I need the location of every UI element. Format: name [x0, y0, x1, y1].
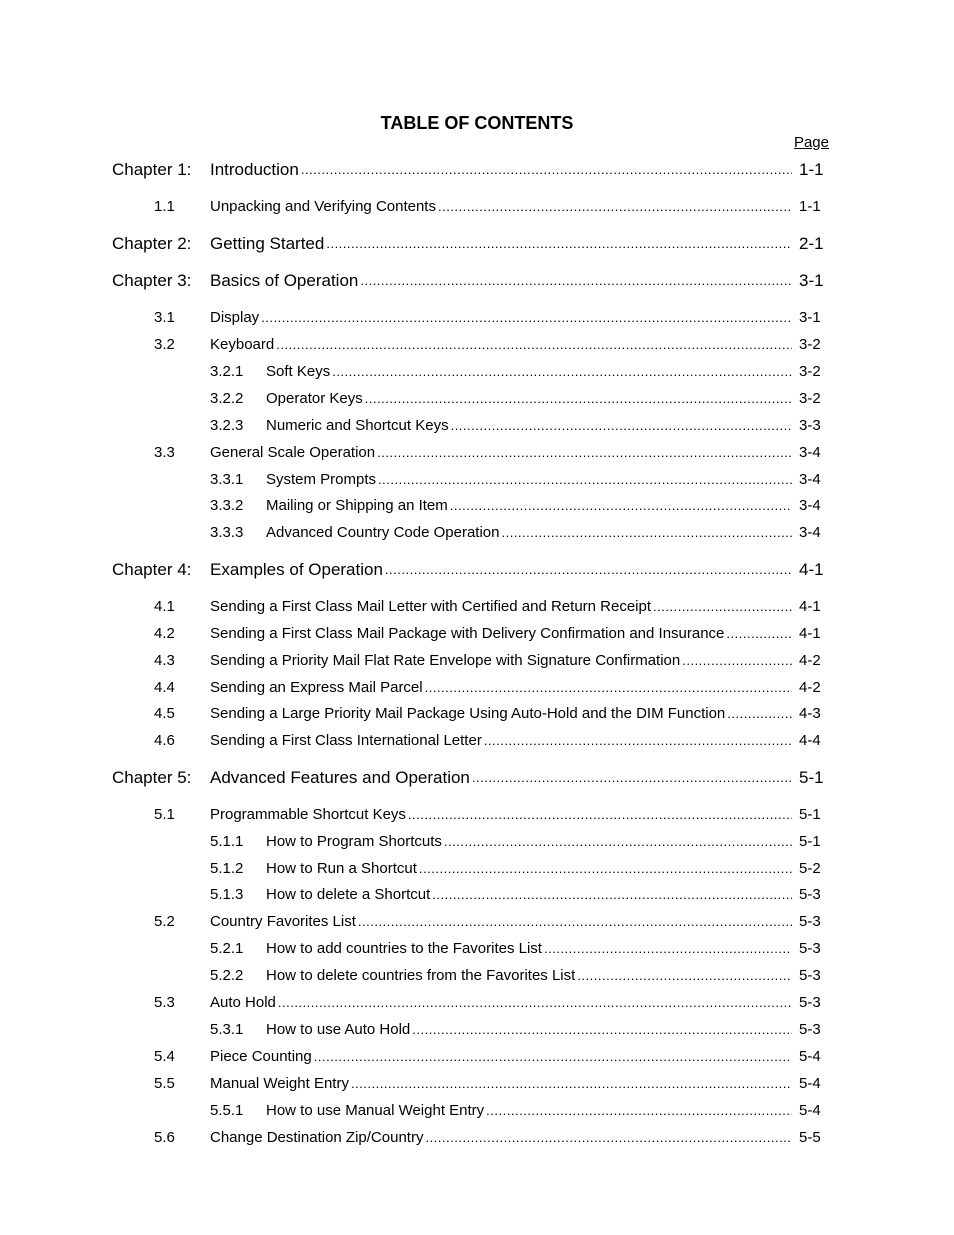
- dot-leader: [442, 831, 792, 853]
- toc-entry-number: 5.2.2: [210, 967, 244, 984]
- toc-entry-number: 3.2.2: [210, 390, 244, 407]
- toc-entry-line: [266, 361, 792, 383]
- toc-entry-line: [210, 650, 792, 672]
- toc-entry-page: 5-3: [799, 994, 821, 1011]
- toc-entry-line: [266, 1100, 792, 1122]
- toc-entry-line: [210, 730, 792, 752]
- toc-entry-page: 4-2: [799, 652, 821, 669]
- toc-entry-title: Keyboard: [210, 336, 275, 353]
- toc-entry-page: 4-1: [799, 625, 821, 642]
- toc-entry-number: Chapter 2:: [112, 234, 192, 253]
- toc-entry-title: Sending a First Class Mail Package with Delivery Confirmation and Insurance: [210, 625, 725, 642]
- toc-entry[interactable]: [0, 196, 954, 218]
- toc-entry-line: [266, 965, 792, 987]
- toc-entry[interactable]: [0, 650, 954, 672]
- toc-entry-line: [210, 911, 792, 933]
- toc-entry-title: Examples of Operation: [210, 560, 383, 579]
- dot-leader: [436, 196, 792, 218]
- toc-entry[interactable]: [0, 522, 954, 544]
- toc-entry[interactable]: [0, 730, 954, 752]
- toc-entry[interactable]: [0, 1100, 954, 1122]
- toc-entry-line: [266, 1019, 792, 1041]
- toc-entry-title: How to use Manual Weight Entry: [266, 1102, 485, 1119]
- toc-entry[interactable]: [0, 307, 954, 329]
- toc-entry-line: [266, 469, 792, 491]
- toc-entry[interactable]: [0, 1019, 954, 1041]
- toc-entry[interactable]: [0, 442, 954, 464]
- toc-entry-line: [210, 992, 792, 1014]
- toc-entry[interactable]: [0, 703, 954, 725]
- toc-entry-page: 3-1: [799, 271, 824, 290]
- toc-entry-title: System Prompts: [266, 471, 377, 488]
- toc-entry-number: 3.2.3: [210, 417, 244, 434]
- toc-entry-page: 3-4: [799, 524, 821, 541]
- toc-entry-line: [210, 196, 792, 218]
- toc-entry[interactable]: [0, 469, 954, 491]
- toc-entry-number: 4.5: [154, 705, 175, 722]
- dot-leader: [423, 1127, 792, 1149]
- toc-entry-line: [266, 858, 792, 880]
- toc-entry[interactable]: [0, 334, 954, 356]
- toc-entry-line: [210, 1046, 792, 1068]
- toc-entry-number: 4.4: [154, 679, 175, 696]
- toc-entry[interactable]: [0, 965, 954, 987]
- toc-entry-title: Soft Keys: [266, 363, 331, 380]
- toc-entry-number: 5.5.1: [210, 1102, 244, 1119]
- toc-entry-number: 5.5: [154, 1075, 175, 1092]
- toc-entry-title: Unpacking and Verifying Contents: [210, 198, 436, 215]
- dot-leader: [725, 703, 792, 725]
- page-title: TABLE OF CONTENTS: [380, 113, 574, 133]
- toc-entry-page: 5-1: [799, 806, 821, 823]
- toc-entry-title: General Scale Operation: [210, 444, 376, 461]
- toc-entry-number: 5.2.1: [210, 940, 244, 957]
- toc-entry-page: 5-3: [799, 886, 821, 903]
- toc-entry-number: 3.2: [154, 336, 175, 353]
- toc-entry[interactable]: [0, 858, 954, 880]
- toc-entry-line: [266, 522, 792, 544]
- toc-entry-line: [210, 804, 792, 826]
- dot-leader: [470, 767, 792, 789]
- toc-entry-page: 3-2: [799, 363, 821, 380]
- toc-entry-title: Country Favorites List: [210, 913, 356, 930]
- toc-entry-title: Introduction: [210, 160, 299, 179]
- toc-entry-page: 5-4: [799, 1102, 821, 1119]
- toc-entry-line: [266, 831, 792, 853]
- toc-entry-page: 4-4: [799, 732, 821, 749]
- dot-leader: [448, 495, 792, 517]
- toc-entry-title: How to delete a Shortcut: [266, 886, 431, 903]
- toc-entry-number: 5.2: [154, 913, 175, 930]
- dot-leader: [259, 307, 792, 329]
- dot-leader: [423, 677, 792, 699]
- toc-entry-title: Sending a Priority Mail Flat Rate Envelope with Signature Confirmation: [210, 652, 681, 669]
- toc-entry[interactable]: [0, 1046, 954, 1068]
- toc-entry[interactable]: [0, 938, 954, 960]
- toc-entry-title: Sending a First Class Mail Letter with Certified and Return Receipt: [210, 598, 652, 615]
- toc-entry-title: Sending a Large Priority Mail Package Using Auto-Hold and the DIM Function: [210, 705, 726, 722]
- toc-entry-line: [210, 703, 792, 725]
- toc-entry-number: 5.1.1: [210, 833, 244, 850]
- toc-entry-title: Numeric and Shortcut Keys: [266, 417, 449, 434]
- toc-entry-line: [210, 623, 792, 645]
- toc-entry-number: 3.3.1: [210, 471, 244, 488]
- toc-entry-number: Chapter 1:: [112, 160, 192, 179]
- toc-entry[interactable]: [0, 233, 954, 255]
- toc-entry-line: [266, 388, 792, 410]
- toc-entry-page: 3-2: [799, 336, 821, 353]
- toc-entry-title: Getting Started: [210, 234, 325, 253]
- toc-entry-page: 3-2: [799, 390, 821, 407]
- toc-entry-number: 5.3.1: [210, 1021, 244, 1038]
- dot-leader: [430, 884, 792, 906]
- toc-entry-title: Change Destination Zip/Country: [210, 1129, 424, 1146]
- dot-leader: [376, 469, 792, 491]
- toc-entry-number: 5.1.3: [210, 886, 244, 903]
- toc-entry-line: [210, 270, 792, 292]
- toc-entry-title: Basics of Operation: [210, 271, 359, 290]
- toc-entry[interactable]: [0, 388, 954, 410]
- toc-entry-line: [210, 559, 792, 581]
- toc-entry[interactable]: [0, 911, 954, 933]
- toc-entry-number: 3.3.2: [210, 497, 244, 514]
- toc-entry-title: Advanced Country Code Operation: [266, 524, 500, 541]
- toc-entry-number: 5.6: [154, 1129, 175, 1146]
- toc-entry-page: 3-4: [799, 497, 821, 514]
- dot-leader: [484, 1100, 792, 1122]
- toc-entry-page: 5-3: [799, 940, 821, 957]
- toc-entry-page: 5-1: [799, 833, 821, 850]
- dot-leader: [542, 938, 792, 960]
- dot-leader: [406, 804, 792, 826]
- toc-entry[interactable]: [0, 804, 954, 826]
- toc-entry-line: [210, 159, 792, 181]
- toc-entry-number: 3.1: [154, 309, 175, 326]
- toc-entry-title: Auto Hold: [210, 994, 276, 1011]
- toc-entry-number: 4.3: [154, 652, 175, 669]
- toc-entry-page: 5-3: [799, 913, 821, 930]
- toc-entry-line: [210, 307, 792, 329]
- toc-entry-line: [266, 884, 792, 906]
- dot-leader: [499, 522, 792, 544]
- toc-entry-page: 4-1: [799, 560, 824, 579]
- toc-entry[interactable]: [0, 884, 954, 906]
- toc-entry-page: 3-1: [799, 309, 821, 326]
- toc-entry-page: 3-3: [799, 417, 821, 434]
- dot-leader: [324, 233, 792, 255]
- toc-entry[interactable]: [0, 415, 954, 437]
- toc-entry-page: 4-2: [799, 679, 821, 696]
- toc-entry-title: How to Run a Shortcut: [266, 860, 417, 877]
- toc-entry[interactable]: [0, 831, 954, 853]
- toc-entry-title: How to use Auto Hold: [266, 1021, 411, 1038]
- toc-entry-title: Operator Keys: [266, 390, 363, 407]
- toc-entry-number: Chapter 5:: [112, 768, 192, 787]
- toc-entry-number: 5.1.2: [210, 860, 244, 877]
- toc-entry-number: 4.2: [154, 625, 175, 642]
- dot-leader: [482, 730, 792, 752]
- toc-entry-number: 5.3: [154, 994, 175, 1011]
- toc-entry-page: 3-4: [799, 444, 821, 461]
- toc-entry-number: 4.1: [154, 598, 175, 615]
- toc-entry-page: 1-1: [799, 160, 824, 179]
- toc-entry-number: 1.1: [154, 198, 175, 215]
- toc-entry-title: Sending an Express Mail Parcel: [210, 679, 423, 696]
- toc-entry-title: Mailing or Shipping an Item: [266, 497, 448, 514]
- dot-leader: [651, 596, 792, 618]
- dot-leader: [383, 559, 792, 581]
- page-column-header: Page: [793, 134, 829, 151]
- toc-entry-title: How to add countries to the Favorites List: [266, 940, 542, 957]
- toc-entry[interactable]: [0, 623, 954, 645]
- toc-entry[interactable]: [0, 1127, 954, 1149]
- toc-entry-page: 4-1: [799, 598, 821, 615]
- toc-entry-title: Advanced Features and Operation: [210, 768, 470, 787]
- dot-leader: [575, 965, 792, 987]
- dot-leader: [330, 361, 792, 383]
- toc-entry-title: Sending a First Class International Letter: [210, 732, 482, 749]
- toc-entry-line: [210, 1073, 792, 1095]
- toc-entry-title: Piece Counting: [210, 1048, 312, 1065]
- toc-entry-title: Programmable Shortcut Keys: [210, 806, 406, 823]
- toc-entry-title: Display: [210, 309, 260, 326]
- dot-leader: [356, 911, 792, 933]
- dot-leader: [449, 415, 792, 437]
- toc-entry-title: How to Program Shortcuts: [266, 833, 442, 850]
- toc-entry-number: 3.2.1: [210, 363, 244, 380]
- toc-entry[interactable]: [0, 159, 954, 181]
- toc-entry-line: [266, 495, 792, 517]
- dot-leader: [358, 270, 792, 292]
- toc-entry[interactable]: [0, 559, 954, 581]
- toc-entry[interactable]: [0, 767, 954, 789]
- dot-leader: [724, 623, 792, 645]
- toc-entry-page: 5-3: [799, 967, 821, 984]
- dot-leader: [363, 388, 792, 410]
- toc-entry-page: 2-1: [799, 234, 824, 253]
- toc-entry-line: [210, 334, 792, 356]
- toc-entry[interactable]: [0, 361, 954, 383]
- toc-entry[interactable]: [0, 596, 954, 618]
- dot-leader: [312, 1046, 792, 1068]
- toc-entry-page: 5-2: [799, 860, 821, 877]
- dot-leader: [349, 1073, 792, 1095]
- toc-entry-title: How to delete countries from the Favorites List: [266, 967, 576, 984]
- dot-leader: [274, 334, 792, 356]
- toc-entry-page: 5-5: [799, 1129, 821, 1146]
- dot-leader: [276, 992, 792, 1014]
- toc-entry-line: [266, 415, 792, 437]
- toc-entry-page: 5-4: [799, 1048, 821, 1065]
- dot-leader: [299, 159, 792, 181]
- toc-entry-page: 1-1: [799, 198, 821, 215]
- dot-leader: [410, 1019, 792, 1041]
- toc-entry-number: 5.1: [154, 806, 175, 823]
- toc-entry-title: Manual Weight Entry: [210, 1075, 349, 1092]
- toc-entry-line: [266, 938, 792, 960]
- toc-entry-line: [210, 767, 792, 789]
- toc-entry-number: 4.6: [154, 732, 175, 749]
- toc-entry-line: [210, 677, 792, 699]
- toc-entry-line: [210, 233, 792, 255]
- toc-entry-number: 5.4: [154, 1048, 175, 1065]
- toc-entry[interactable]: [0, 1073, 954, 1095]
- toc-entry-number: Chapter 4:: [112, 560, 192, 579]
- toc-entry[interactable]: [0, 992, 954, 1014]
- toc-entry[interactable]: [0, 270, 954, 292]
- toc-entry-line: [210, 442, 792, 464]
- toc-entry-page: 5-4: [799, 1075, 821, 1092]
- dot-leader: [375, 442, 792, 464]
- toc-entry-line: [210, 596, 792, 618]
- toc-entry-number: 3.3.3: [210, 524, 244, 541]
- toc-entry-page: 4-3: [799, 705, 821, 722]
- dot-leader: [417, 858, 792, 880]
- toc-entry[interactable]: [0, 677, 954, 699]
- toc-entry[interactable]: [0, 495, 954, 517]
- toc-entry-number: 3.3: [154, 444, 175, 461]
- toc-entry-page: 5-1: [799, 768, 824, 787]
- toc-entry-number: Chapter 3:: [112, 271, 192, 290]
- toc-entry-line: [210, 1127, 792, 1149]
- toc-entry-page: 3-4: [799, 471, 821, 488]
- toc-entry-page: 5-3: [799, 1021, 821, 1038]
- dot-leader: [680, 650, 792, 672]
